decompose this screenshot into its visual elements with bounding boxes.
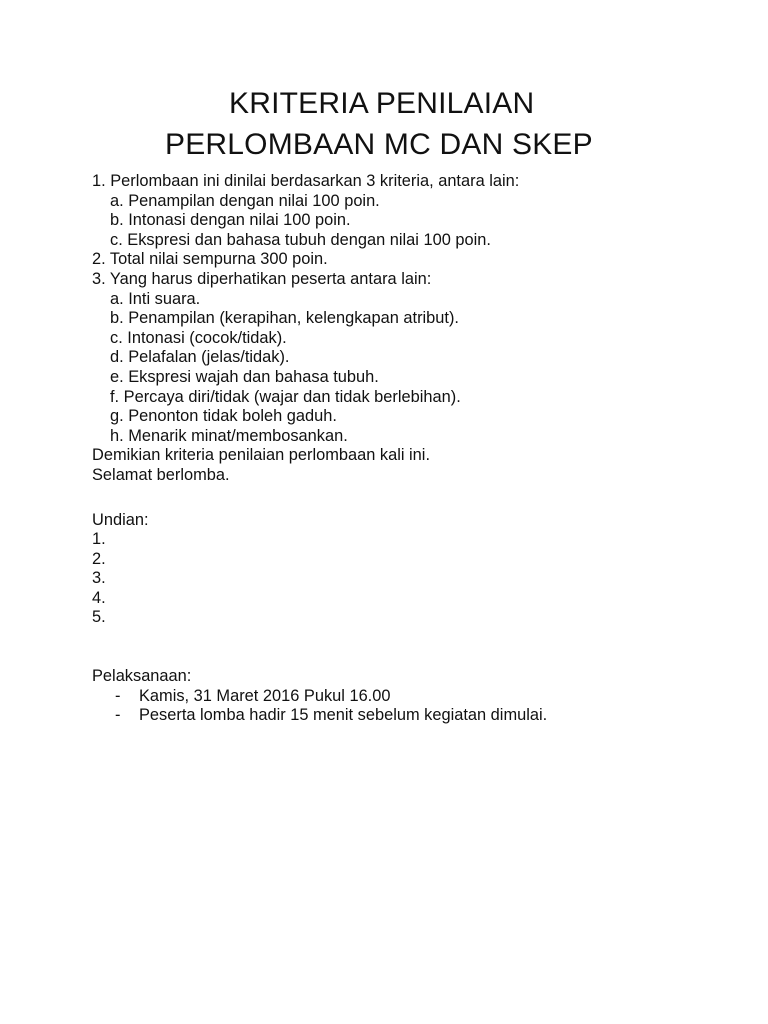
attention-item-h: h. Menarik minat/membosankan.: [110, 426, 348, 445]
document-title-line-2: PERLOMBAAN MC DAN SKEP: [165, 128, 593, 161]
pelaksanaan-item-text: Peserta lomba hadir 15 menit sebelum kegiatan dimulai.: [139, 706, 548, 725]
undian-number-3: 3.: [92, 569, 106, 588]
attention-item-e: e. Ekspresi wajah dan bahasa tubuh.: [110, 367, 379, 386]
bullet-dash: -: [115, 706, 121, 725]
pelaksanaan-item: [92, 706, 732, 726]
closing-line-1: Demikian kriteria penilaian perlombaan kali ini.: [92, 446, 430, 465]
undian-label: Undian:: [92, 510, 149, 529]
undian-number-1: 1.: [92, 530, 106, 549]
document-body: [92, 172, 732, 726]
criteria-item-a: a. Penampilan dengan nilai 100 poin.: [110, 191, 380, 210]
pelaksanaan-item-text: Kamis, 31 Maret 2016 Pukul 16.00: [139, 686, 391, 705]
attention-item-b: b. Penampilan (kerapihan, kelengkapan atribut).: [110, 309, 459, 328]
pelaksanaan-item: [92, 687, 732, 707]
criteria-item-b: b. Intonasi dengan nilai 100 poin.: [110, 211, 351, 230]
attention-item-f: f. Percaya diri/tidak (wajar dan tidak berlebihan).: [110, 387, 461, 406]
attention-item-a: a. Inti suara.: [110, 289, 201, 308]
attention-intro: 3. Yang harus diperhatikan peserta antara lain:: [92, 269, 432, 288]
criteria-item-c: c. Ekspresi dan bahasa tubuh dengan nilai 100 poin.: [110, 230, 491, 249]
criteria-intro: 1. Perlombaan ini dinilai berdasarkan 3 kriteria, antara lain:: [92, 172, 520, 190]
attention-item-g: g. Penonton tidak boleh gaduh.: [110, 407, 337, 426]
bullet-dash: -: [115, 686, 121, 705]
undian-number-4: 4.: [92, 588, 106, 607]
closing-line-2: Selamat berlomba.: [92, 465, 230, 484]
spacer: [92, 486, 732, 511]
document-title-line-1: KRITERIA PENILAIAN: [229, 87, 535, 120]
spacer: [92, 628, 732, 667]
attention-item-c: c. Intonasi (cocok/tidak).: [110, 328, 287, 347]
attention-item-d: d. Pelafalan (jelas/tidak).: [110, 348, 290, 367]
undian-number-5: 5.: [92, 608, 106, 627]
pelaksanaan-label: Pelaksanaan:: [92, 667, 192, 686]
criteria-total: 2. Total nilai sempurna 300 poin.: [92, 250, 328, 269]
undian-number-2: 2.: [92, 549, 106, 568]
